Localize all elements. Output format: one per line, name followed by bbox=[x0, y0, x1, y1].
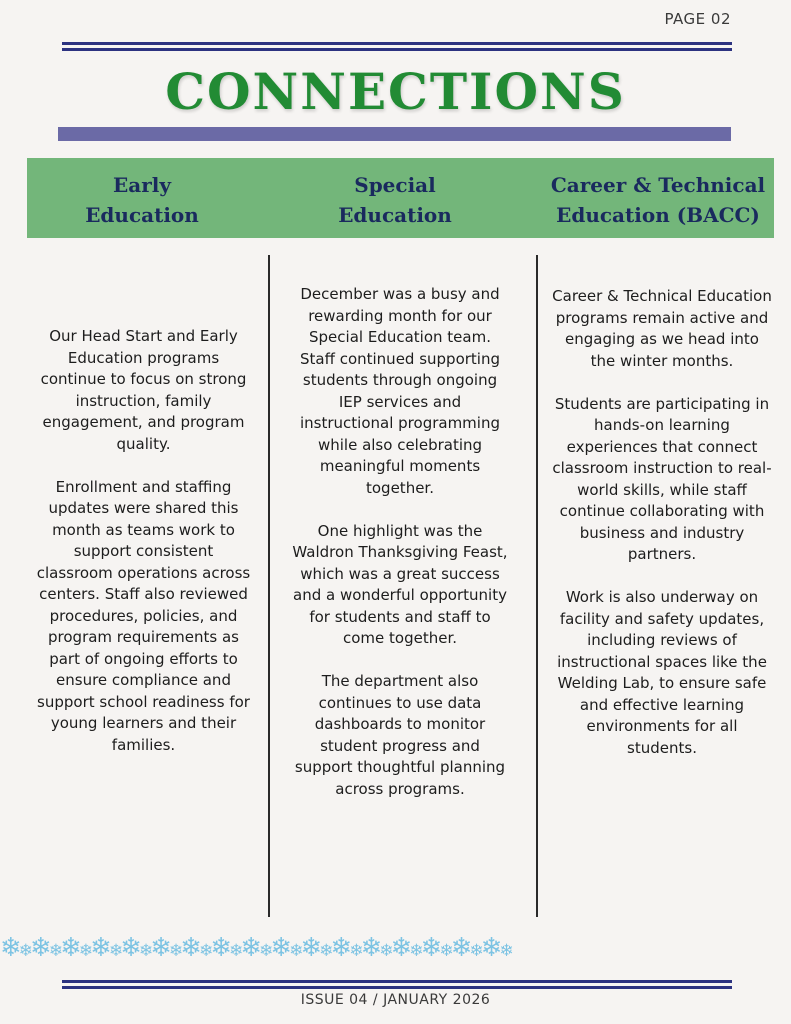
snowflake-icon: ❄ bbox=[0, 933, 19, 963]
heading-line: Education (BACC) bbox=[556, 203, 760, 227]
heading-line: Education bbox=[338, 203, 452, 227]
snowflake-icon: ❄ bbox=[289, 941, 301, 961]
top-rule-1 bbox=[62, 42, 732, 45]
title-underline-bar bbox=[58, 127, 731, 141]
column-divider bbox=[536, 255, 538, 917]
page-number: PAGE 02 bbox=[664, 10, 731, 28]
heading-line: Special bbox=[354, 173, 436, 197]
snowflake-icon: ❄ bbox=[379, 941, 391, 961]
snowflake-icon: ❄ bbox=[120, 933, 139, 963]
newsletter-title: CONNECTIONS bbox=[165, 62, 626, 121]
snowflake-icon: ❄ bbox=[450, 933, 470, 963]
snowflake-icon: ❄ bbox=[138, 941, 151, 961]
snowflake-icon: ❄ bbox=[108, 941, 121, 961]
snowflake-icon: ❄ bbox=[499, 941, 511, 961]
heading-line: Education bbox=[85, 203, 199, 227]
snowflake-icon: ❄ bbox=[409, 941, 421, 961]
snowflake-icon: ❄ bbox=[300, 933, 320, 963]
snowflake-icon: ❄ bbox=[60, 933, 79, 963]
body-paragraph: Career & Technical Education programs remain active and engaging as we head into the winter months. bbox=[552, 287, 772, 370]
heading-line: Career & Technical bbox=[550, 173, 766, 197]
bottom-rule-2 bbox=[62, 986, 732, 989]
snowflake-icon: ❄ bbox=[18, 941, 31, 961]
snowflake-icon: ❄ bbox=[360, 933, 380, 963]
snowflake-icon: ❄ bbox=[469, 941, 481, 961]
snowflake-icon: ❄ bbox=[169, 941, 181, 961]
snowflake-icon: ❄ bbox=[150, 933, 170, 963]
snowflake-icon: ❄ bbox=[390, 933, 410, 963]
snowflake-icon: ❄ bbox=[330, 933, 350, 963]
snowflake-icon: ❄ bbox=[48, 941, 61, 961]
body-paragraph: Work is also underway on facility and safety updates, including reviews of instructional spaces like the Welding Lab, to ensure safe and effective learning environments for all students. bbox=[557, 588, 767, 757]
heading-line: Early bbox=[113, 173, 171, 197]
snowflake-icon: ❄ bbox=[229, 941, 241, 961]
column-special-education bbox=[290, 284, 510, 800]
heading-special-education bbox=[280, 170, 510, 230]
snowflake-icon: ❄ bbox=[439, 941, 451, 961]
snowflake-icon: ❄ bbox=[270, 933, 290, 963]
bottom-rule-1 bbox=[62, 980, 732, 983]
snowflake-icon: ❄ bbox=[210, 933, 230, 963]
heading-early-education bbox=[27, 170, 257, 230]
snowflake-icon: ❄ bbox=[180, 933, 200, 963]
snowflake-icon: ❄ bbox=[349, 941, 361, 961]
snowflake-icon: ❄ bbox=[78, 941, 91, 961]
heading-career-technical bbox=[542, 170, 774, 230]
snowflake-icon: ❄ bbox=[90, 933, 109, 963]
snowflake-icon: ❄ bbox=[259, 941, 271, 961]
body-paragraph: Enrollment and staffing updates were shared this month as teams work to support consistent classroom operations across centers. Staff also reviewed procedures, policies, and program requirements as part of ongoing efforts to ensure compliance and support school readiness for young learners and their families. bbox=[36, 477, 251, 754]
body-paragraph: Our Head Start and Early Education programs continue to focus on strong instruction, family engagement, and program quality. bbox=[40, 327, 247, 453]
snowflake-icon: ❄ bbox=[240, 933, 260, 963]
snowflake-icon: ❄ bbox=[480, 933, 500, 963]
body-paragraph: December was a busy and rewarding month for our Special Education team. Staff continued supporting students through ongoing IEP services and instructional programming while also celebrating meaningful moments together. bbox=[300, 285, 500, 497]
column-early-education bbox=[36, 326, 251, 756]
body-paragraph: One highlight was the Waldron Thanksgiving Feast, which was a great success and a wonderful opportunity for students and staff to come together. bbox=[292, 521, 508, 647]
column-career-technical bbox=[552, 286, 772, 759]
snowflake-icon: ❄ bbox=[30, 933, 49, 963]
snowflake-icon: ❄ bbox=[199, 941, 211, 961]
column-divider bbox=[268, 255, 270, 917]
snowflake-border bbox=[0, 930, 791, 966]
snowflake-icon: ❄ bbox=[319, 941, 331, 961]
top-rule-2 bbox=[62, 48, 732, 51]
body-paragraph: The department also continues to use data dashboards to monitor student progress and support thoughtful planning across programs. bbox=[294, 672, 506, 798]
body-paragraph: Students are participating in hands-on learning experiences that connect classroom instruction to real-world skills, while staff continue collaborating with business and industry partners. bbox=[552, 394, 772, 563]
snowflake-icon: ❄ bbox=[420, 933, 440, 963]
issue-footer: ISSUE 04 / JANUARY 2026 bbox=[300, 992, 491, 1008]
